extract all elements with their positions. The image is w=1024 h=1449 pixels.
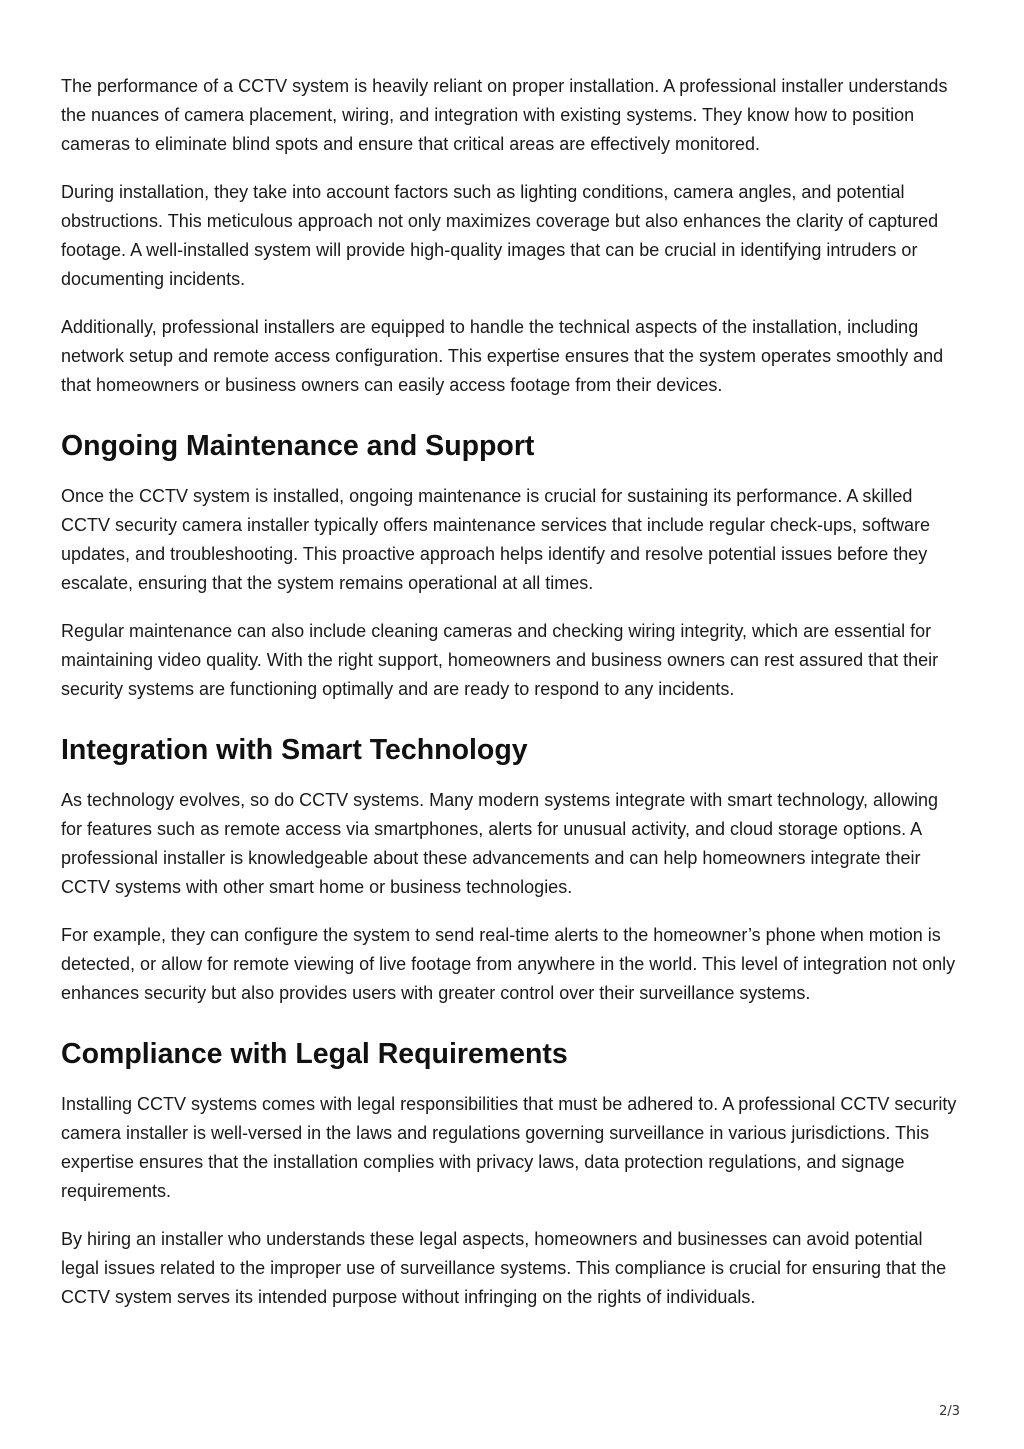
heading-maintenance: Ongoing Maintenance and Support — [61, 430, 535, 462]
paragraph-maintenance-2: Regular maintenance can also include cleaning cameras and checking wiring integrity, which are essential for maintaining video quality. With the right support, homeowners and business owners can rest assured that their security systems are functioning optimally and are ready to respond to any incidents. — [61, 621, 939, 699]
paragraph-legal-compliance-1: Installing CCTV systems comes with legal responsibilities that must be adhered to. A professional CCTV security camera installer is well-versed in the laws and regulations governing surveillance in various jurisdictions. This expertise ensures that the installation complies with privacy laws, data protection regulations, and signage requirements. — [61, 1094, 957, 1201]
paragraph-smart-technology-2: For example, they can configure the system to send real-time alerts to the homeowner’s phone when motion is detected, or allow for remote viewing of live footage from anywhere in the world. This level of integration not only enhances security but also provides users with greater control over their surveillance systems. — [61, 925, 956, 1003]
paragraph-maintenance-1: Once the CCTV system is installed, ongoing maintenance is crucial for sustaining its performance. A skilled CCTV security camera installer typically offers maintenance services that include regular check-ups, software updates, and troubleshooting. This proactive approach helps identify and resolve potential issues before they escalate, ensuring that the system remains operational at all times. — [61, 486, 931, 593]
heading-smart-technology: Integration with Smart Technology — [61, 734, 528, 766]
paragraph-installation-3: Additionally, professional installers are equipped to handle the technical aspects of the installation, including network setup and remote access configuration. This expertise ensures that the system operates smoothly and that homeowners or business owners can easily access footage from their devices. — [61, 317, 944, 395]
paragraph-legal-compliance-2: By hiring an installer who understands these legal aspects, homeowners and businesses can avoid potential legal issues related to the improper use of surveillance systems. This compliance is crucial for ensuring that the CCTV system serves its intended purpose without infringing on the rights of individuals. — [61, 1229, 947, 1307]
page-number: 2/3 — [939, 1404, 960, 1419]
paragraph-smart-technology-1: As technology evolves, so do CCTV systems. Many modern systems integrate with smart technology, allowing for features such as remote access via smartphones, alerts for unusual activity, and cloud storage options. A professional installer is knowledgeable about these advancements and can help homeowners integrate their CCTV systems with other smart home or business technologies. — [61, 790, 939, 897]
paragraph-installation-2: During installation, they take into account factors such as lighting conditions, camera angles, and potential obstructions. This meticulous approach not only maximizes coverage but also enhances the clarity of captured footage. A well-installed system will provide high-quality images that can be crucial in identifying intruders or documenting incidents. — [61, 182, 939, 289]
heading-legal-compliance: Compliance with Legal Requirements — [61, 1038, 568, 1070]
paragraph-installation-1: The performance of a CCTV system is heavily reliant on proper installation. A professional installer understands the nuances of camera placement, wiring, and integration with existing systems. They know how to position cameras to eliminate blind spots and ensure that critical areas are effectively monitored. — [61, 76, 948, 154]
document-body — [61, 72, 963, 1331]
